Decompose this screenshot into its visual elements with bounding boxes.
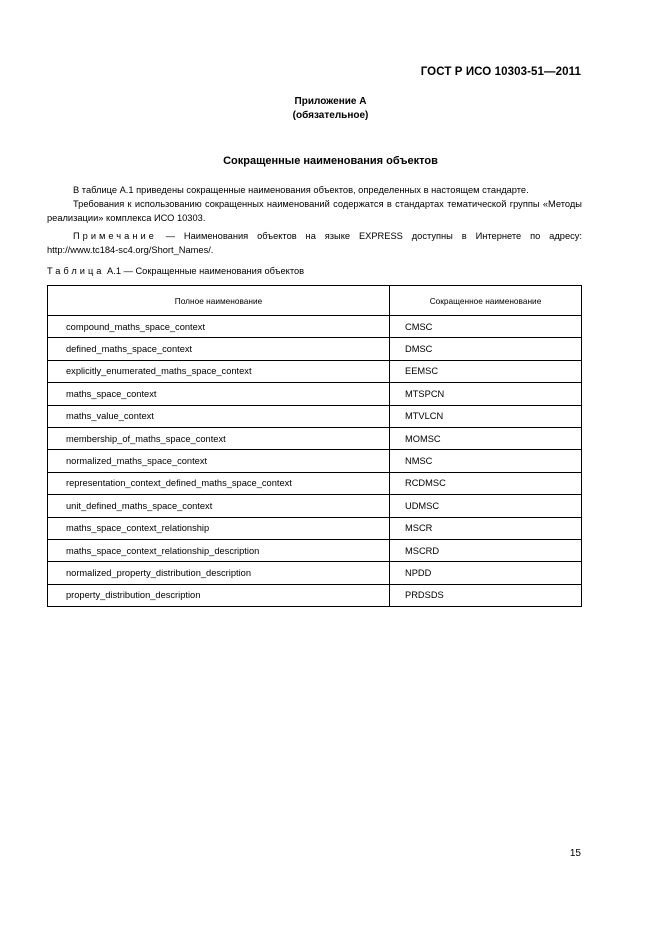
table-caption	[47, 266, 304, 276]
short-name-cell: MOMSC	[390, 427, 582, 449]
short-name-cell: EEMSC	[390, 360, 582, 382]
full-name-cell: explicitly_enumerated_maths_space_context	[48, 360, 390, 382]
full-name-cell: representation_context_defined_maths_space_context	[48, 472, 390, 494]
annex-title: Приложение А	[294, 96, 367, 107]
full-name-cell: normalized_property_distribution_description	[48, 562, 390, 584]
table-row	[48, 383, 582, 405]
table-row	[48, 450, 582, 472]
header-short-name: Сокращенное наименование	[390, 286, 582, 316]
full-name-cell: normalized_maths_space_context	[48, 450, 390, 472]
full-name-cell: membership_of_maths_space_context	[48, 427, 390, 449]
short-name-cell: MTVLCN	[390, 405, 582, 427]
short-name-cell: CMSC	[390, 316, 582, 338]
table-row	[48, 360, 582, 382]
note-text: — Наименования объектов на языке EXPRESS доступны в Интернете по адресу: http://www.tc184-sc4.org/Short_Names/.	[47, 231, 582, 255]
table-caption-text: А.1 — Сокращенные наименования объектов	[104, 266, 305, 276]
table-row	[48, 405, 582, 427]
full-name-cell: unit_defined_maths_space_context	[48, 495, 390, 517]
short-names-table	[47, 285, 582, 607]
full-name-cell: property_distribution_description	[48, 584, 390, 606]
full-name-cell: maths_space_context_relationship	[48, 517, 390, 539]
full-name-cell: maths_space_context_relationship_description	[48, 539, 390, 561]
full-name-cell: compound_maths_space_context	[48, 316, 390, 338]
table-row	[48, 427, 582, 449]
full-name-cell: maths_value_context	[48, 405, 390, 427]
short-name-cell: DMSC	[390, 338, 582, 360]
short-name-cell: NMSC	[390, 450, 582, 472]
page-number: 15	[569, 848, 581, 859]
note-paragraph	[47, 229, 582, 257]
table-row	[48, 584, 582, 606]
table-header-row	[48, 286, 582, 316]
short-name-cell: NPDD	[390, 562, 582, 584]
annex-status: (обязательное)	[292, 110, 369, 121]
short-name-cell: MSCR	[390, 517, 582, 539]
short-name-cell: RCDMSC	[390, 472, 582, 494]
table-row	[48, 539, 582, 561]
short-name-cell: MSCRD	[390, 539, 582, 561]
table-row	[48, 316, 582, 338]
short-name-cell: PRDSDS	[390, 584, 582, 606]
paragraph-intro: В таблице А.1 приведены сокращенные наименования объектов, определенных в настоящем стандарте.	[73, 185, 529, 195]
table-row	[48, 562, 582, 584]
table-caption-label: Таблица	[47, 266, 105, 276]
table-row	[48, 472, 582, 494]
short-name-cell: UDMSC	[390, 495, 582, 517]
header-full-name: Полное наименование	[48, 286, 390, 316]
table-row	[48, 517, 582, 539]
section-title: Сокращенные наименования объектов	[223, 155, 438, 167]
standard-designation: ГОСТ Р ИСО 10303-51—2011	[420, 66, 581, 78]
paragraph-requirements: Требования к использованию сокращенных наименований содержатся в стандартах тематической группы «Методы реализации» комплекса ИСО 10303.	[47, 199, 582, 223]
table-row	[48, 495, 582, 517]
table-row	[48, 338, 582, 360]
full-name-cell: defined_maths_space_context	[48, 338, 390, 360]
note-label: Примечание	[73, 231, 157, 241]
short-name-cell: MTSPCN	[390, 383, 582, 405]
full-name-cell: maths_space_context	[48, 383, 390, 405]
